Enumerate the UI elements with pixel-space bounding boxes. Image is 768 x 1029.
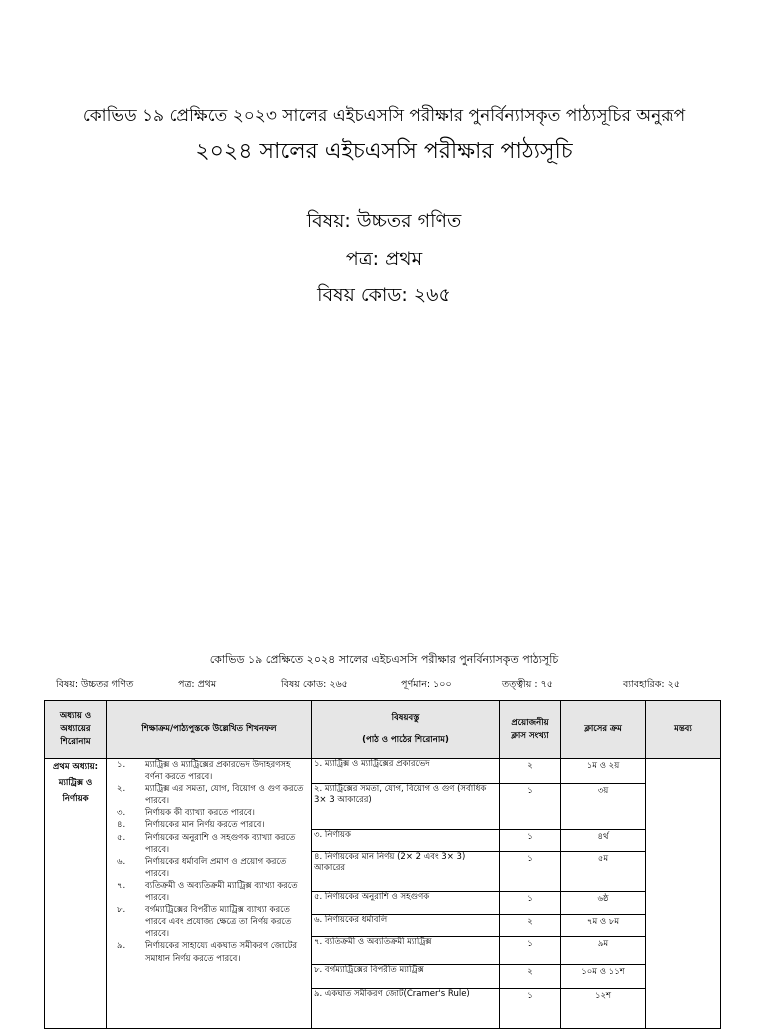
meta-code: বিষয় কোড: ২৬৫ (281, 679, 348, 690)
content-cell: ৫. নির্ণায়কের অনুরাশি ও সহগুণক (312, 892, 500, 915)
header-outcomes: শিক্ষাক্রম/পাঠ্যপুস্তকে উল্লেখিত শিখনফল (107, 701, 312, 759)
outcome-text: নির্ণায়কের সাহায্যে একঘাত সমীকরণ জোটের সমাধান নির্ণয় করতে পারবে। (145, 941, 298, 964)
outcome-num: ৫. (117, 832, 126, 843)
outcome-num: ২. (117, 784, 126, 795)
meta-theory: তত্ত্বীয় : ৭৫ (502, 679, 553, 690)
outcome-item (109, 807, 309, 819)
chapter-line3: নির্ণায়ক (62, 794, 89, 805)
class-order-cell: ১ম ও ২য় (561, 759, 646, 784)
header-content-line2: (পাঠ ও পাঠের শিরোনাম) (362, 735, 449, 745)
header-chapter-line3: শিরোনাম (60, 736, 91, 747)
content-cell: ৯. একঘাত সমীকরণ জোট(Cramer's Rule) (312, 989, 500, 1029)
class-order-cell: ৪র্থ (561, 830, 646, 852)
content-cell: ৮. বর্গম্যাট্রিক্সের বিপরীত ম্যাট্রিক্স (312, 965, 500, 989)
chapter-line1: প্রথম অধ্যায়: (53, 762, 98, 772)
outcome-text: নির্ণায়কের ধর্মাবলি প্রমাণ ও প্রয়োগ করতে পারবে। (145, 856, 287, 879)
header-classes-line1: প্রয়োজনীয় (511, 717, 549, 728)
remarks-cell (646, 759, 721, 1029)
class-count-cell: ১ (500, 892, 561, 915)
outcome-num: ১. (117, 760, 126, 770)
outcome-num: ৭. (117, 880, 126, 891)
outcome-item (109, 856, 309, 880)
class-count-cell: ২ (500, 759, 561, 784)
content-cell: ৭. ব্যতিক্রমী ও অব্যতিক্রমী ম্যাট্রিক্স (312, 937, 500, 965)
meta-subject: বিষয়: উচ্চতর গণিত (56, 679, 134, 690)
outcome-text: নির্ণায়কের মান নির্ণয় করতে পারবে। (145, 820, 265, 831)
table-row (45, 759, 721, 784)
meta-paper: পত্র: প্রথম (178, 679, 217, 690)
header-order: ক্লাসের ক্রম (561, 701, 646, 759)
outcome-text: ম্যাট্রিক্স ও ম্যাট্রিক্সের প্রকারভেদ উদাহরণসহ বর্ণনা করতে পারবে। (145, 760, 291, 783)
class-order-cell: ৯ম (561, 937, 646, 965)
content-cell: ২. ম্যাট্রিক্সের সমতা, যোগ, বিয়োগ ও গুণ (সর্বাধিক 3× 3 আকারের) (312, 784, 500, 830)
class-order-cell: ৫ম (561, 852, 646, 892)
chapter-cell (45, 759, 107, 1029)
class-order-cell: ৩য় (561, 784, 646, 830)
header-content-line1: বিষয়বস্তু (391, 713, 420, 724)
outcome-num: ৩. (117, 808, 126, 819)
chapter-line2: ম্যাট্রিক্স ও (58, 778, 93, 789)
outcome-item (109, 819, 309, 831)
outcome-text: বর্গম্যাট্রিক্সের বিপরীত ম্যাট্রিক্স ব্যাখ্যা করতে পারবে এবং প্রযোজ্য ক্ষেত্রে তা নির্ণয় করতে পারবে। (145, 905, 292, 940)
class-count-cell: ২ (500, 915, 561, 937)
outcome-text: ব্যতিক্রমী ও অব্যতিক্রমী ম্যাট্রিক্স ব্যাখ্যা করতে পারবে। (145, 880, 298, 904)
outcome-item (109, 759, 309, 783)
meta-practical: ব্যাবহারিক: ২৫ (623, 679, 680, 690)
outcome-text: ম্যাট্রিক্স এর সমতা, যোগ, বিয়োগ ও গুণ করতে পারবে। (145, 784, 304, 807)
cover-subject-code: বিষয় কোড: ২৬৫ (317, 284, 451, 306)
content-cell: ৬. নির্ণায়কের ধর্মাবলি (312, 915, 500, 937)
syllabus-table (44, 700, 721, 1029)
outcome-text: নির্ণায়ক কী ব্যাখ্যা করতে পারবে। (145, 808, 255, 819)
class-count-cell: ১ (500, 937, 561, 965)
header-classes-line2: ক্লাস সংখ্যা (511, 730, 549, 741)
cover-paper: পত্র: প্রথম (345, 248, 423, 270)
class-count-cell: ১ (500, 852, 561, 892)
class-order-cell: ১০ম ও ১১শ (561, 965, 646, 989)
outcome-num: ৯. (117, 941, 126, 952)
header-remarks: মন্তব্য (646, 701, 721, 759)
outcome-item (109, 832, 309, 856)
header-classes (500, 701, 561, 759)
cover-subject: বিষয়: উচ্চতর গণিত (306, 210, 462, 232)
class-count-cell: ২ (500, 965, 561, 989)
outcome-num: ৮. (117, 905, 126, 916)
outcome-num: ৬. (117, 856, 126, 867)
sheet-title: কোভিড ১৯ প্রেক্ষিতে ২০২৪ সালের এইচএসসি পরীক্ষার পুনর্বিন্যাসকৃত পাঠ্যসূচি (209, 653, 559, 666)
class-order-cell: ১২শ (561, 989, 646, 1029)
class-count-cell: ১ (500, 784, 561, 830)
cover-title-line2: ২০২৪ সালের এইচএসসি পরীক্ষার পাঠ্যসূচি (195, 139, 573, 164)
table-header-row (45, 701, 721, 759)
outcome-item (109, 880, 309, 904)
header-chapter-line1: অধ্যায় ও (59, 711, 92, 722)
meta-full-marks: পূর্ণমান: ১০০ (401, 679, 452, 690)
outcomes-cell (107, 759, 312, 1029)
outcome-item (109, 940, 309, 964)
content-cell: ১. ম্যাট্রিক্স ও ম্যাট্রিক্সের প্রকারভেদ (312, 759, 500, 784)
header-content (312, 701, 500, 759)
content-cell: ৩. নির্ণায়ক (312, 830, 500, 852)
header-chapter-line2: অধ্যায়ের (60, 724, 91, 735)
class-count-cell: ১ (500, 830, 561, 852)
header-chapter (45, 701, 107, 759)
content-cell: ৪. নির্ণায়কের মান নির্ণয় (2× 2 এবং 3× 3) আকারের (312, 852, 500, 892)
class-order-cell: ৭ম ও ৮ম (561, 915, 646, 937)
outcome-item (109, 904, 309, 940)
outcome-text: নির্ণায়কের অনুরাশি ও সহগুণক ব্যাখ্যা করতে পারবে। (145, 832, 296, 855)
class-count-cell: ১ (500, 989, 561, 1029)
outcome-item (109, 783, 309, 807)
outcome-num: ৪. (117, 820, 126, 831)
cover-title-line1: কোভিড ১৯ প্রেক্ষিতে ২০২৩ সালের এইচএসসি পরীক্ষার পুনর্বিন্যাসকৃত পাঠ্যসূচির অনুরূপ (82, 106, 686, 126)
class-order-cell: ৬ষ্ঠ (561, 892, 646, 915)
